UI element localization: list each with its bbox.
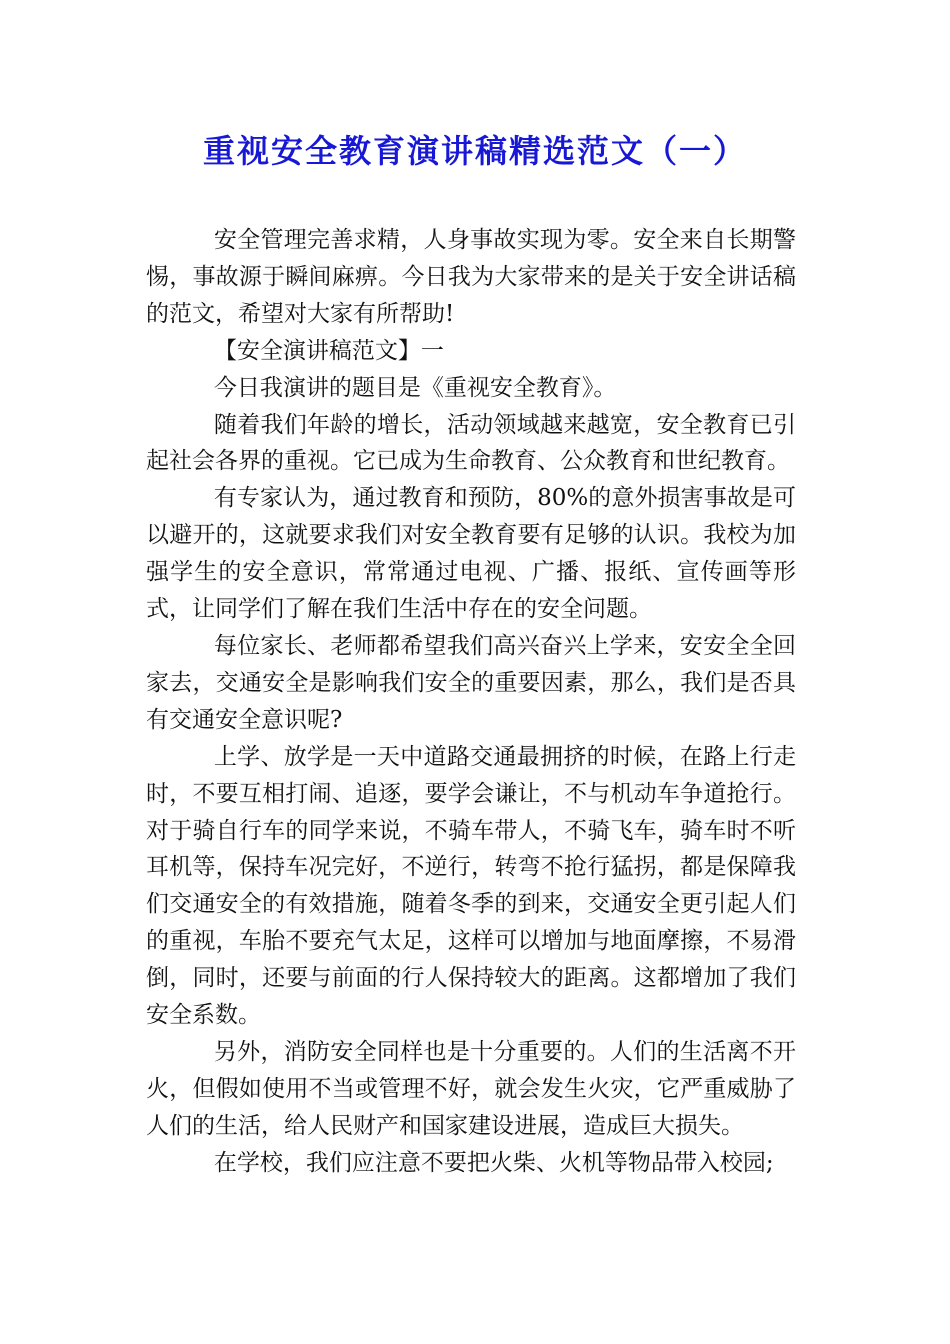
paragraph-topic: 今日我演讲的题目是《重视安全教育》。: [213, 374, 617, 401]
paragraph: 随着我们年龄的增长，活动领域越来越宽，安全教育已引起社会各界的重视。它已成为生命教育、公众教育和世纪教育。: [146, 411, 796, 475]
paragraph: 另外，消防安全同样也是十分重要的。人们的生活离不开火，但假如使用不当或管理不好，就会发生火灾，它严重威胁了人们的生活，给人民财产和国家建设进展，造成巨大损失。: [146, 1038, 796, 1139]
paragraph: 每位家长、老师都希望我们高兴奋兴上学来，安安全全回家去，交通安全是影响我们安全的重要因素，那么，我们是否具有交通安全意识呢?: [146, 632, 796, 733]
paragraph: 上学、放学是一天中道路交通最拥挤的时候，在路上行走时，不要互相打闹、追逐，要学会谦让，不与机动车争道抢行。对于骑自行车的同学来说，不骑车带人，不骑飞车，骑车时不听耳机等，保持车况完好，不逆行，转弯不抢行猛拐，都是保障我们交通安全的有效措施，随着冬季的到来，交通安全更引起人们的重视，车胎不要充气太足，这样可以增加与地面摩擦，不易滑倒，同时，还要与前面的行人保持较大的距离。这都增加了我们安全系数。: [146, 743, 796, 1029]
document-body: [146, 222, 796, 1182]
paragraph-intro: 安全管理完善求精，人身事故实现为零。安全来自长期警惕，事故源于瞬间麻痹。今日我为大家带来的是关于安全讲话稿的范文，希望对大家有所帮助!: [146, 227, 796, 327]
paragraph: 在学校，我们应注意不要把火柴、火机等物品带入校园;: [213, 1149, 774, 1176]
paragraph: 有专家认为，通过教育和预防，80%的意外损害事故是可以避开的，这就要求我们对安全教育要有足够的认识。我校为加强学生的安全意识，常常通过电视、广播、报纸、宣传画等形式，让同学们了解在我们生活中存在的安全问题。: [146, 485, 796, 623]
document-title: 重视安全教育演讲稿精选范文（一）: [202, 132, 747, 170]
paragraph-section-heading: 【安全演讲稿范文】一: [213, 337, 444, 364]
